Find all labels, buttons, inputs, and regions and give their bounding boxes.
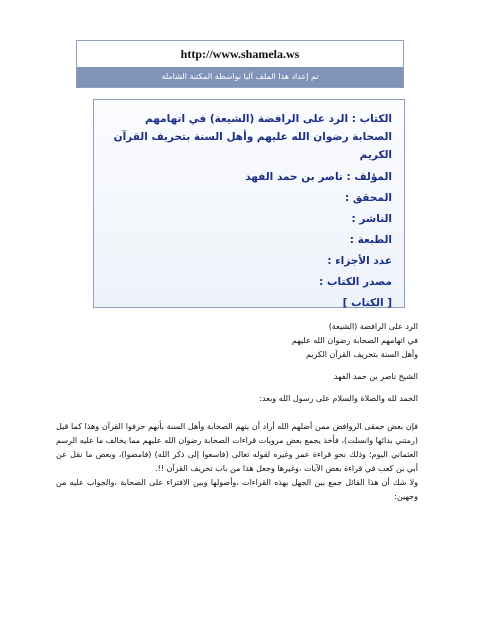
book-editor: المحقق : <box>344 192 392 204</box>
opening-line: الحمد لله والصلاة والسلام على رسول الله وبعد: <box>259 394 418 403</box>
shamela-banner <box>76 40 404 88</box>
website-url[interactable]: http://www.shamela.ws <box>180 47 300 61</box>
book-source: مصدر الكتاب : <box>319 276 392 288</box>
banner-subtitle: تم إعداد هذا الملف آليا بواسطة المكتبة الشاملة <box>77 67 403 87</box>
book-volumes: عدد الأجزاء : <box>327 255 392 267</box>
book-edition: الطبعة : <box>349 234 392 246</box>
title-line-2: في اتهامهم الصحابة رضوان الله عليهم <box>291 336 418 345</box>
paragraph-2: ولا شك أن هذا القائل جمع بين الجهل بهذه القراءات ،وأصولها وبين الافتراء على الصحابة ،والجواب عليه من وجهين: <box>56 478 418 501</box>
document-body <box>56 320 418 504</box>
title-line-3: وأهل السنة بتحريف القرآن الكريم <box>305 350 418 359</box>
book-info-box <box>93 99 405 308</box>
book-title: الكتاب : الرد على الرافضة (الشيعة) في اتهامهم الصحابة رضوان الله عليهم وأهل السنة بتحريف القرآن الكريم <box>113 113 392 161</box>
book-author: المؤلف : ناصر بن حمد الفهد <box>245 171 392 183</box>
paragraph-1: فإن بعض حمقى الروافض ممن أضلهم الله أراد أن يتهم الصحابة وأهل السنة بأنهم حرفوا القرآن وهذا كما قيل (رمتني بدائها وانسلت)، فأخذ يجمع بعض مرويات قراءات الصحابة رضوان الله عليهم مما يخالف ما عليه الرسم العثماني اليوم؛ وذلك نحو قراءة عمر وغيره لقوله تعالى (فاسعوا إلى ذكر الله) (فامضوا)، وبعض ما نقل عن أبي بن كعب في قراءة بعض الآيات ،وغيرها وجعل هذا من باب تحريف القرآن !!. <box>56 422 418 473</box>
title-line-1: الرد على الرافضة (الشيعة) <box>328 322 418 331</box>
author-line: الشيخ ناصر بن حمد الفهد <box>333 372 418 381</box>
book-link[interactable]: [ الكتاب ] <box>342 297 392 309</box>
book-publisher: الناشر : <box>351 213 392 225</box>
